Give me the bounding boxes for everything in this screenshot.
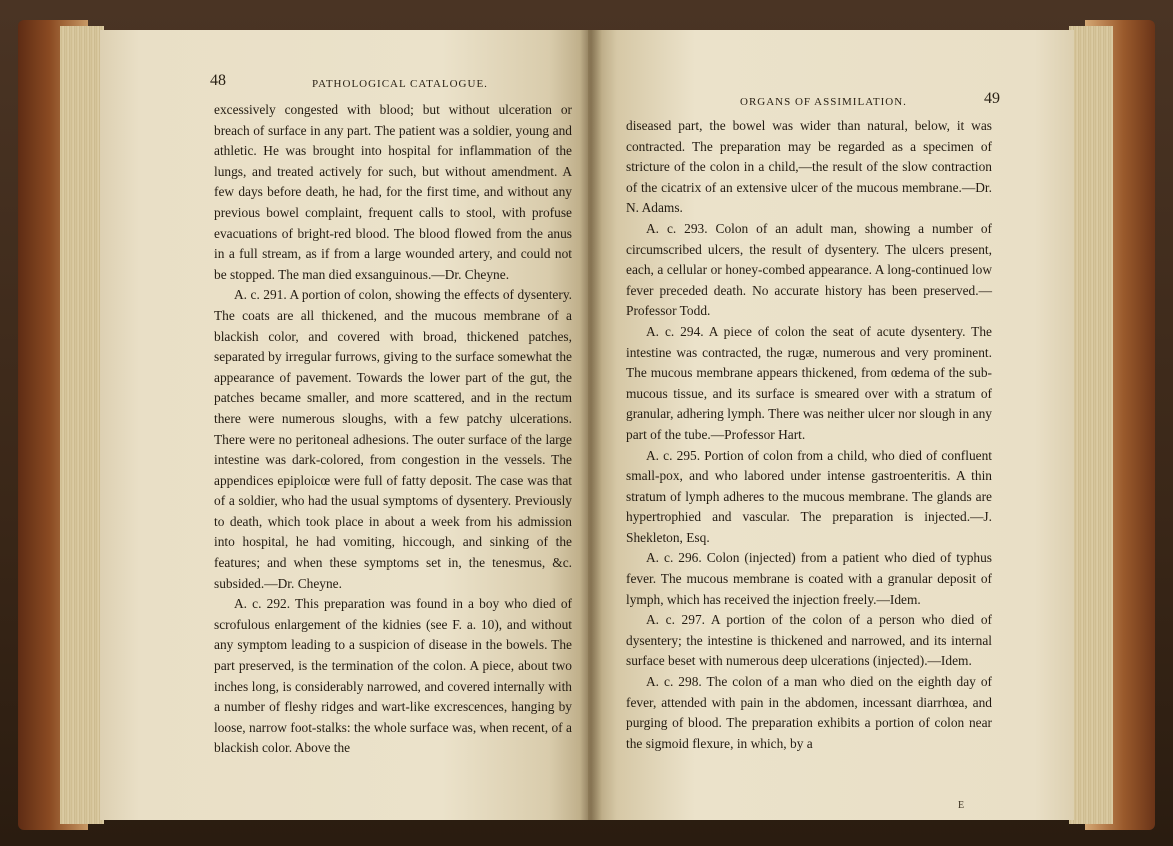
left-running-head: PATHOLOGICAL CATALOGUE. (312, 78, 488, 90)
right-paragraph: A. c. 297. A portion of the colon of a person who died of dysentery; the intestine is thickened and narrowed, and its internal surface beset with numerous deep ulcerations (injected).—Idem. (626, 612, 992, 669)
right-paragraph: A. c. 298. The colon of a man who died on the eighth day of fever, attended with pain in the abdomen, incessant diarrhœa, and purging of blood. The preparation exhibits a portion of colon near the sigmoid flexure, in which, by a (626, 674, 992, 751)
book-gutter (580, 30, 602, 820)
right-paragraph: diseased part, the bowel was wider than natural, below, it was contracted. The preparation may be regarded as a specimen of stricture of the colon in a child,—the result of the slow contraction of the cicatrix of an extensive ulcer of the mucous membrane.—Dr. N. Adams. (626, 118, 992, 216)
right-paragraph: A. c. 296. Colon (injected) from a patient who died of typhus fever. The mucous membrane is coated with a granular deposit of lymph, which has received the injection freely.—Idem. (626, 550, 992, 607)
right-paragraph: A. c. 295. Portion of colon from a child, who died of confluent small-pox, and who labored under intense gastroenteritis. A thin stratum of lymph adheres to the mucous membrane. The glands are hypertrophied and vascular. The preparation is injected.—J. Shekleton, Esq. (626, 447, 992, 545)
right-page (588, 30, 1074, 820)
right-running-head: ORGANS OF ASSIMILATION. (740, 96, 907, 108)
left-page (100, 30, 588, 820)
signature-mark: E (958, 800, 965, 811)
left-paragraph: A. c. 292. This preparation was found in a boy who died of scrofulous enlargement of the kidnies (see F. a. 10), and without any symptom leading to a suspicion of disease in the bowels. The part preserved, is the termination of the colon. A piece, about two inches long, is considerably narrowed, and covered internally with a number of fleshy ridges and wart-like excrescences, hanging by loose, narrow foot-stalks: the whole surface was, when recent, of a blackish color. Above the (214, 596, 572, 756)
left-page-number: 48 (210, 72, 226, 89)
right-page-number: 49 (984, 90, 1000, 107)
left-paragraph: excessively congested with blood; but without ulceration or breach of surface in any part. The patient was a soldier, young and athletic. He was brought into hospital for inflammation of the lungs, and treated actively for such, but without amendment. A few days before death, he had, for the first time, and without any previous bowel complaint, frequent calls to stool, with profuse evacuations of bright-red blood. The blood flowed from the anus in a full stream, as if from a large wounded artery, and could not be stopped. The man died exsanguinous.—Dr. Cheyne. (214, 102, 572, 282)
left-page-edges (60, 26, 104, 824)
left-paragraph: A. c. 291. A portion of colon, showing the effects of dysentery. The coats are all thickened, and the mucous membrane of a blackish color, and covered with broad, thickened patches, separated by irregular furrows, giving to the surface somewhat the appearance of pavement. Towards the lower part of the gut, the patches became smaller, and more scattered, and in the rectum there were numerous sloughs, with a few patchy ulcerations. There were no peritoneal adhesions. The outer surface of the large intestine was dark-colored, from congestion in the vessels. The appendices epiploicœ were full of fatty deposit. The case was that of a soldier, who had the usual symptoms of dysentery. Previously to death, which took place in about a week from his admission into hospital, he had vomiting, hiccough, and sinking of the features; and when these symptoms set in, the tenesmus, &c. subsided.—Dr. Cheyne. (214, 287, 572, 591)
right-paragraph: A. c. 293. Colon of an adult man, showing a number of circumscribed ulcers, the result of dysentery. The ulcers present, each, a cellular or honey-combed appearance. A long-continued low fever preceded death. No accurate history has been preserved.—Professor Todd. (626, 220, 992, 319)
left-page-body (214, 100, 572, 759)
right-paragraph: A. c. 294. A piece of colon the seat of acute dysentery. The intestine was contracted, the rugæ, numerous and very prominent. The mucous membrane appears thickened, from œdema of the sub-mucous tissue, and its surface is smeared over with a stratum of granular, adhering lymph. There was neither ulcer nor slough in any part of the tube.—Professor Hart. (626, 323, 992, 442)
right-page-body (626, 116, 992, 754)
right-page-edges (1069, 26, 1113, 824)
